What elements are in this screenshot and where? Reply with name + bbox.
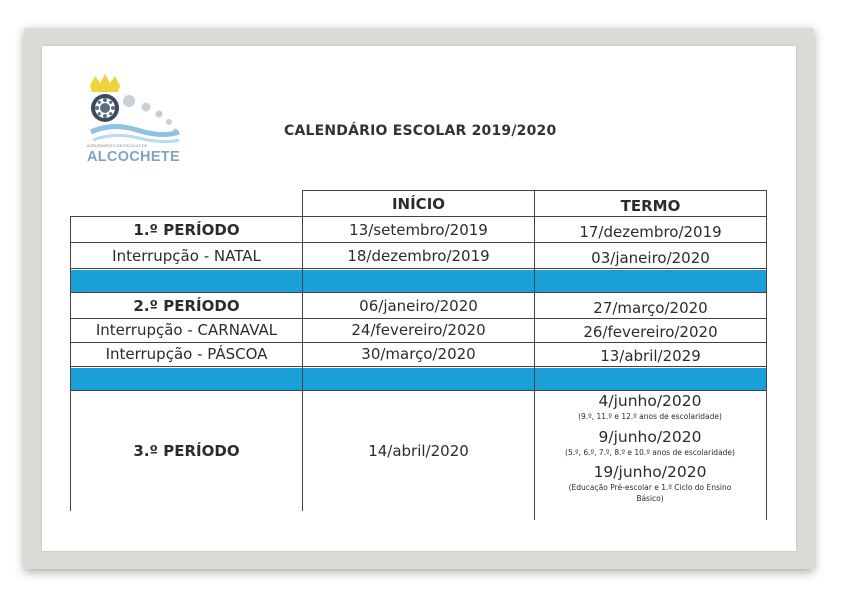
period-2-label: 2.º PERÍODO	[133, 296, 240, 315]
break-christmas-start: 18/dezembro/2019	[347, 246, 490, 265]
calendar-table	[42, 46, 796, 551]
period-3-end-date-2: 9/junho/2020	[598, 428, 702, 446]
document-sheet	[42, 46, 796, 551]
period-3-end-note-2: (5.º, 6.º, 7.º, 8.º e 10.º anos de escolaridade)	[565, 448, 735, 457]
break-carnival-end: 26/fevereiro/2020	[583, 323, 718, 341]
break-easter-label: Interrupção - PÁSCOA	[105, 345, 268, 363]
break-easter-end: 13/abril/2029	[600, 347, 701, 365]
period-1-start: 13/setembro/2019	[349, 220, 488, 239]
period-3-end-list	[534, 392, 766, 504]
period-3-end-date-3: 19/junho/2020	[593, 463, 707, 481]
logo-subtitle: AGRUPAMENTO DE ESCOLAS DE	[87, 144, 148, 148]
separator-band	[70, 270, 766, 292]
period-3-end-note-1: (9.º, 11.º e 12.º anos de escolaridade)	[578, 412, 722, 421]
period-2-end: 27/março/2020	[593, 298, 708, 317]
logo-name: ALCOCHETE	[87, 149, 180, 165]
period-1-label: 1.º PERÍODO	[133, 220, 240, 239]
photo-frame	[24, 28, 814, 569]
break-christmas-label: Interrupção - NATAL	[112, 246, 261, 265]
break-carnival-label: Interrupção - CARNAVAL	[95, 321, 278, 339]
break-easter-start: 30/março/2020	[361, 345, 476, 363]
period-3-end-date-1: 4/junho/2020	[598, 392, 702, 410]
period-3-label: 3.º PERÍODO	[133, 442, 240, 460]
separator-band	[70, 368, 766, 390]
header-start: INÍCIO	[391, 194, 446, 213]
break-christmas-end: 03/janeiro/2020	[591, 248, 710, 267]
break-carnival-start: 24/fevereiro/2020	[351, 321, 486, 339]
period-1-end: 17/dezembro/2019	[579, 222, 722, 241]
period-3-start: 14/abril/2020	[368, 442, 469, 460]
header-end: TERMO	[620, 196, 681, 215]
page-title: CALENDÁRIO ESCOLAR 2019/2020	[284, 123, 557, 139]
period-3-end-note-3: (Educação Pré-escolar e 1.º Ciclo do Ensino Básico)	[568, 483, 732, 503]
period-2-start: 06/janeiro/2020	[359, 296, 478, 315]
